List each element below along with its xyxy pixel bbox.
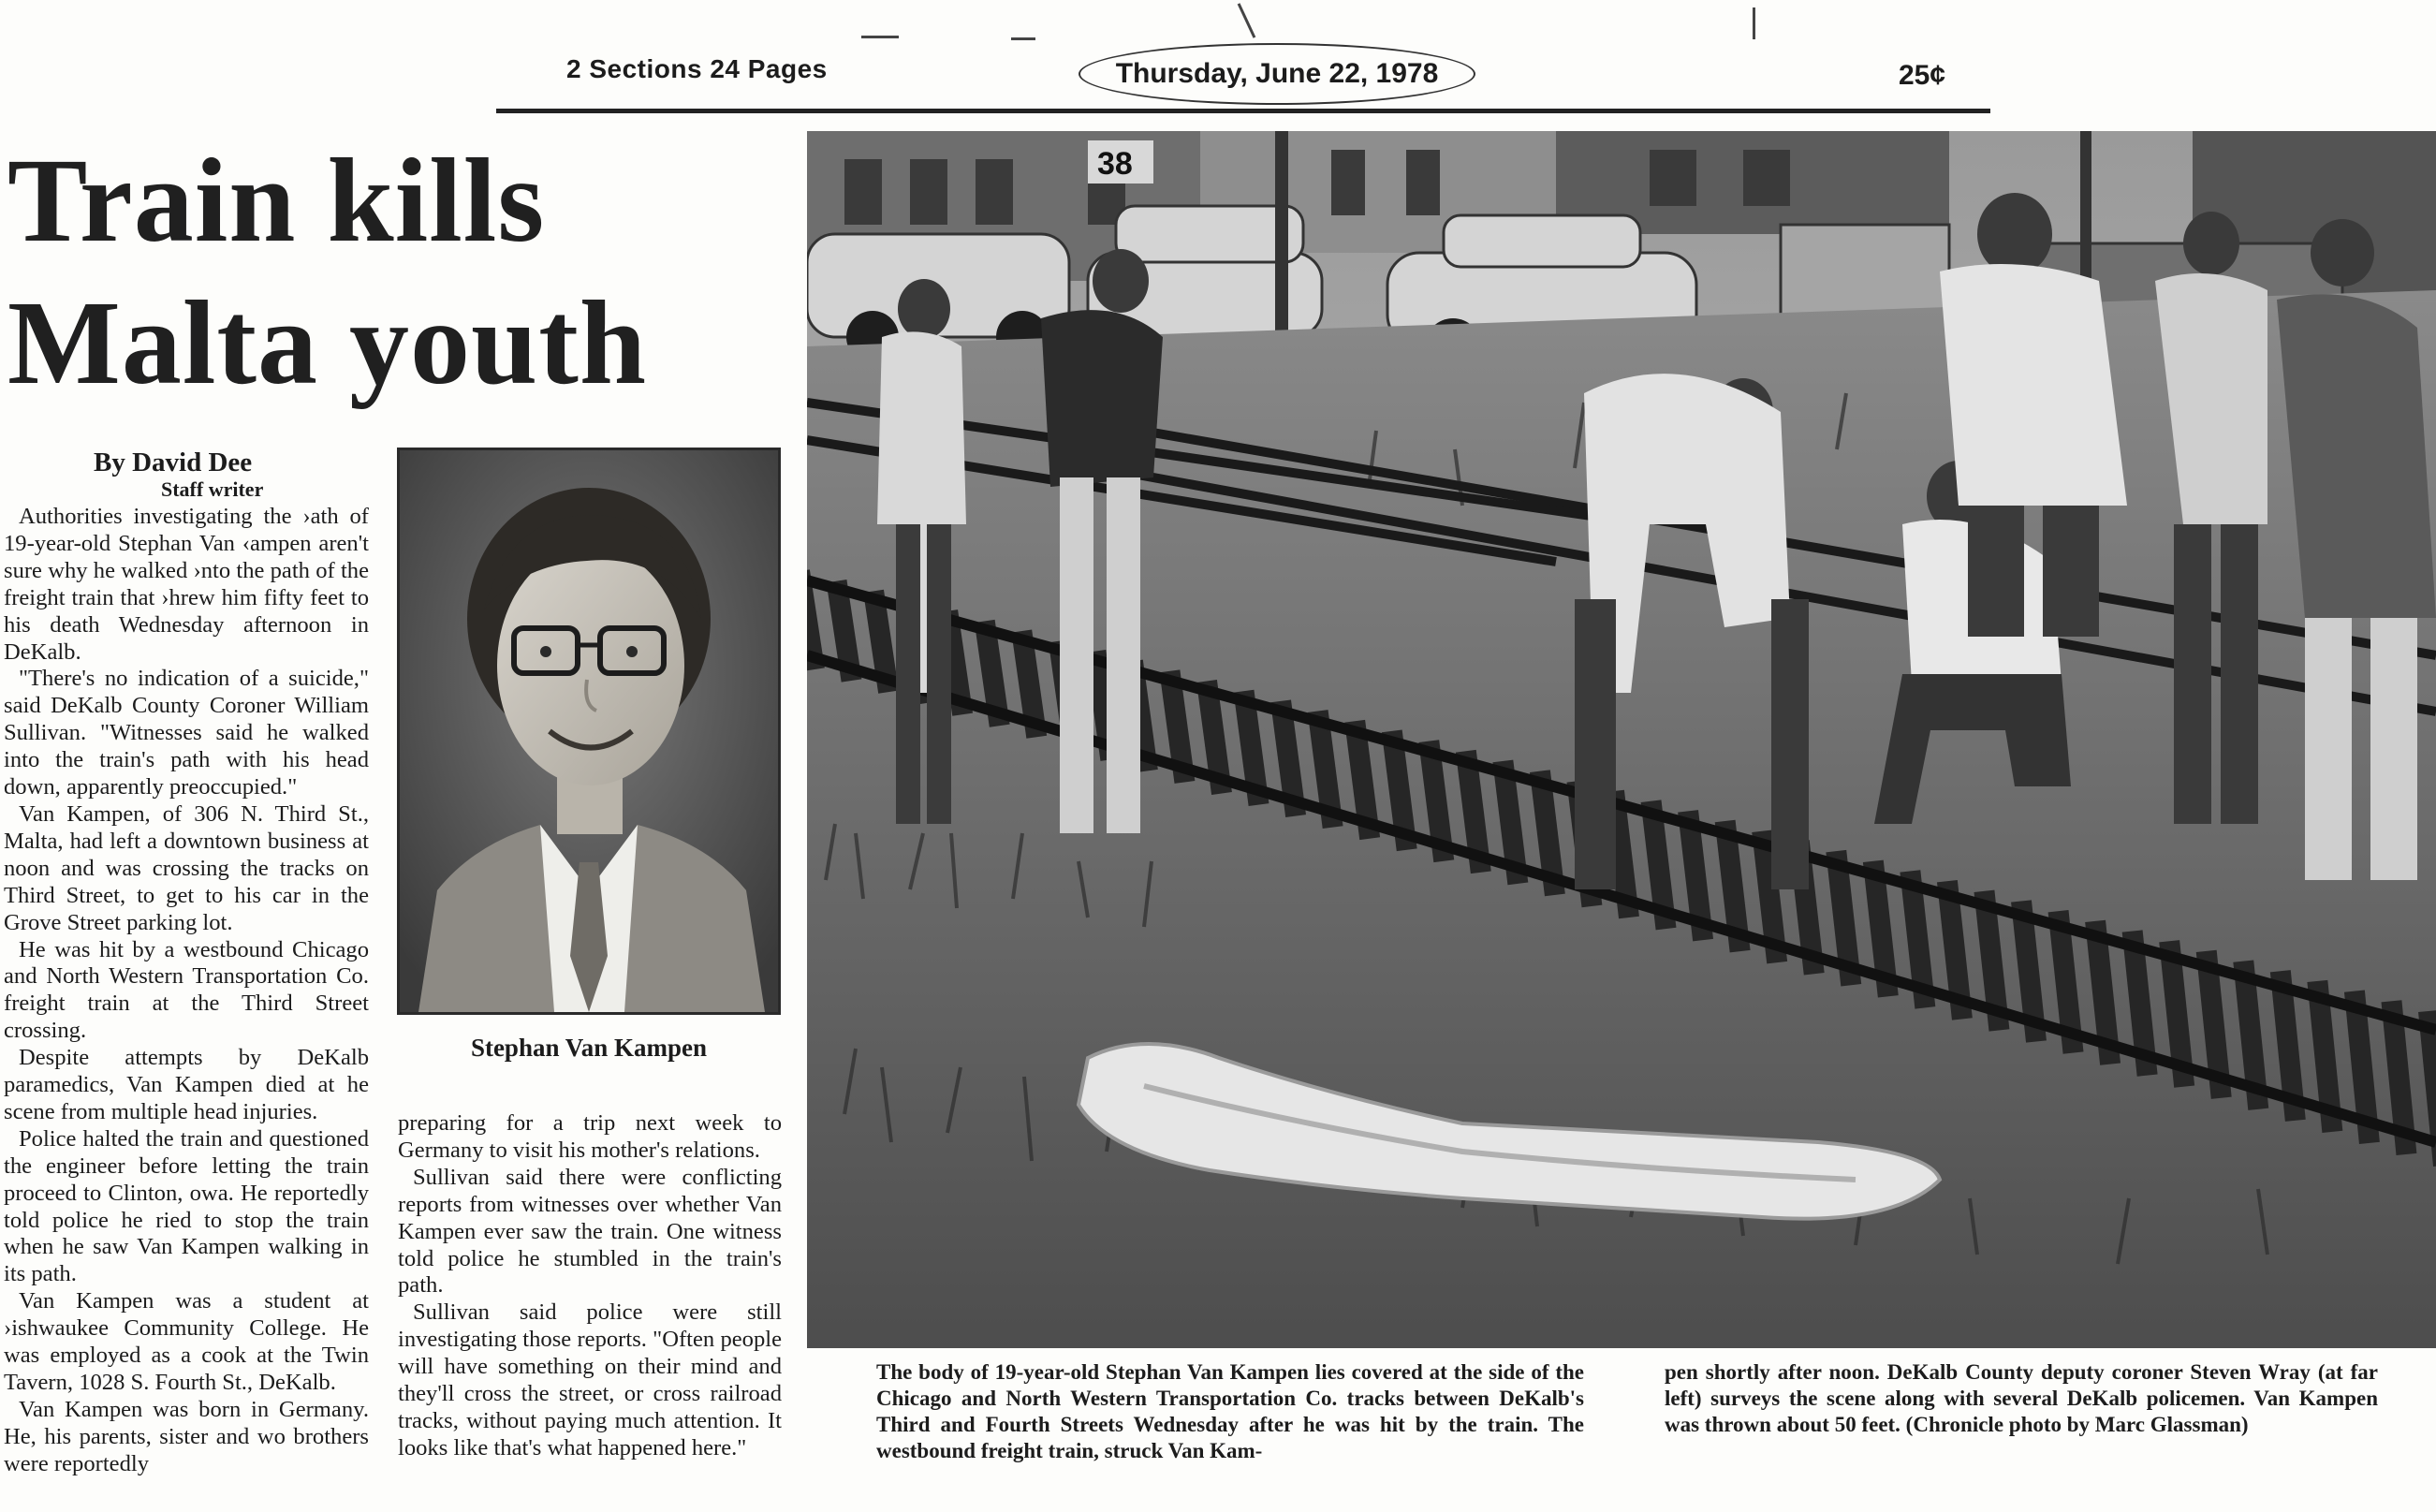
issue-price: 25¢ bbox=[1899, 60, 1946, 91]
paragraph: He was hit by a westbound Chicago and North Western Transportation Co. freight train at the Third Street crossing. bbox=[4, 936, 369, 1044]
section-count: 2 Sections 24 Pages bbox=[566, 54, 828, 83]
scan-mark bbox=[861, 36, 899, 38]
photo-caption-part-1: The body of 19-year-old Stephan Van Kampen lies covered at the side of the Chicago and North Western Transportation Co. tracks between DeKalb's Third and Fourth Streets Wednesday after he was hit by the train. The westbound freight train, struck Van Kam- bbox=[876, 1360, 1584, 1462]
byline-role: Staff writer bbox=[161, 477, 264, 501]
photo-caption-part-2: pen shortly after noon. DeKalb County deputy coroner Steven Wray (at far left) surveys the scene along with several DeKalb policemen. Van Kampen was thrown about 50 feet. (Chronicle photo by Marc Glassman) bbox=[1665, 1360, 2378, 1436]
portrait-photo bbox=[397, 448, 781, 1015]
headline-line-2: Malta youth bbox=[7, 276, 647, 409]
byline: By David Dee bbox=[94, 448, 253, 477]
headline-line-1: Train kills bbox=[7, 134, 546, 267]
issue-date: Thursday, June 22, 1978 bbox=[1079, 43, 1475, 105]
paragraph: Police halted the train and questioned the engineer before letting the train proceed to Clinton, owa. He reportedly told police he ried to stop the train when he saw Van Kampen walking in its path. bbox=[4, 1125, 369, 1287]
paragraph: Despite attempts by DeKalb paramedics, Van Kampen died at he scene from multiple head injuries. bbox=[4, 1045, 369, 1124]
scene-illustration bbox=[807, 131, 2436, 1348]
scene-photo bbox=[807, 131, 2436, 1348]
paragraph: Van Kampen was a student at ›ishwaukee Community College. He was employed as a cook at the Twin Tavern, 1028 S. Fourth St., DeKalb. bbox=[4, 1288, 369, 1395]
scan-mark bbox=[1011, 37, 1035, 40]
paragraph: Authorities investigating the ›ath of 19-year-old Stephan Van ‹ampen aren't sure why he walked ›nto the path of the freight train that ›hrew him fifty feet to his death Wednesday afternoon in DeKalb. bbox=[4, 504, 369, 665]
sign-number: 38 bbox=[1097, 146, 1133, 182]
scan-mark bbox=[1753, 7, 1755, 39]
portrait-illustration bbox=[400, 450, 778, 1012]
masthead-rule bbox=[496, 109, 1990, 113]
scan-mark bbox=[1238, 3, 1256, 38]
portrait-caption: Stephan Van Kampen bbox=[470, 1034, 708, 1062]
article-column-2 bbox=[398, 1110, 782, 1462]
paragraph: preparing for a trip next week to Germany to visit his mother's relations. bbox=[398, 1110, 782, 1163]
paragraph: "There's no indication of a suicide," said DeKalb County Coroner William Sullivan. "Witnesses said he walked into the train's path with his head down, apparently preoccupied." bbox=[4, 666, 369, 800]
paragraph: Van Kampen, of 306 N. Third St., Malta, had left a downtown business at noon and was crossing the tracks on Third Street, to get to his car in the Grove Street parking lot. bbox=[4, 800, 369, 935]
paragraph: Van Kampen was born in Germany. He, his parents, sister and wo brothers were reportedly bbox=[4, 1396, 369, 1476]
paragraph: Sullivan said police were still investigating those reports. "Often people will have something on their mind and they'll cross the street, or cross railroad tracks, without paying much attention. It looks like that's what happened here." bbox=[398, 1299, 782, 1461]
paragraph: Sullivan said there were conflicting reports from witnesses over whether Van Kampen ever saw the train. One witness told police he stumbled in the train's path. bbox=[398, 1164, 782, 1299]
article-column-1 bbox=[4, 504, 369, 1478]
